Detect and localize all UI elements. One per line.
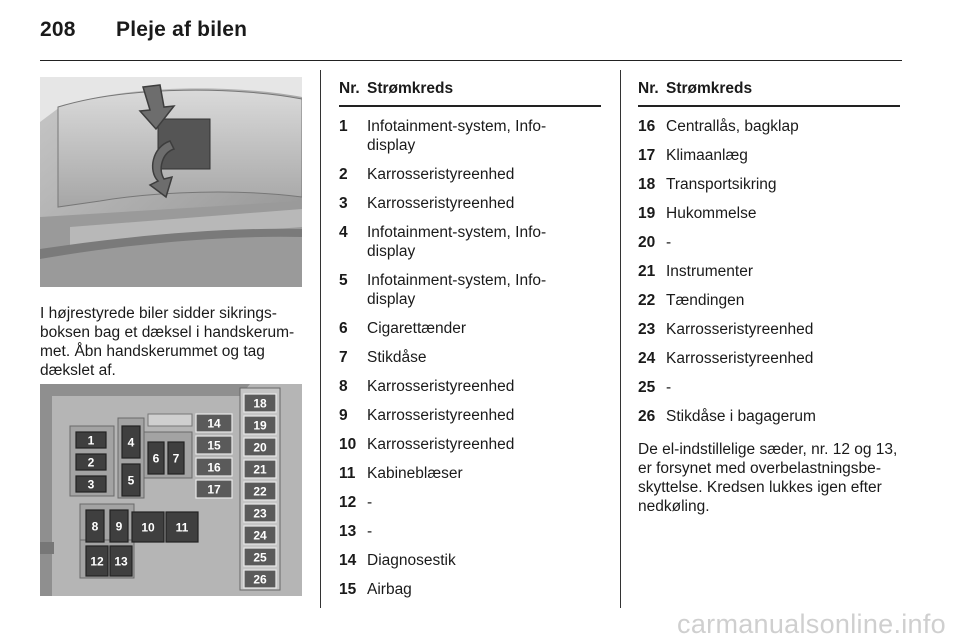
fuse-circuit: Stikdåse	[367, 349, 427, 366]
fuse-label: 16	[207, 460, 221, 475]
fuse-circuit: Karrosseristyreenhed	[367, 407, 515, 424]
fuse-number: 14	[339, 552, 357, 569]
fuse-circuit: Klimaanlæg	[666, 147, 748, 164]
fuse-circuit: Diagnosestik	[367, 552, 456, 569]
fuse-number: 19	[638, 205, 656, 222]
fuse-circuit: -	[367, 523, 373, 540]
fuse-number: 25	[638, 379, 656, 396]
table-row	[339, 493, 601, 512]
page-title: Pleje af bilen	[116, 18, 248, 41]
table-row	[339, 319, 601, 338]
fuse-label: 19	[253, 418, 267, 433]
fuse-number: 7	[339, 349, 348, 366]
column-circuit-header: Strømkreds	[666, 80, 753, 97]
column-nr-header: Nr.	[339, 80, 360, 97]
fuse-circuit: Karrosseristyreenhed	[367, 436, 515, 453]
column-circuit-header: Strømkreds	[367, 80, 454, 97]
page-header	[40, 18, 247, 42]
fuse-number: 22	[638, 292, 656, 309]
fuse-label: 5	[127, 473, 135, 488]
fuse-label: 4	[127, 435, 135, 450]
fuse-label: 7	[172, 451, 180, 466]
table-row	[339, 464, 601, 483]
column-divider-left	[320, 70, 321, 608]
fuse-circuit: Karrosseristyreenhed	[666, 350, 814, 367]
fuse-number: 21	[638, 263, 656, 280]
fusebox-diagram	[40, 384, 302, 596]
table-rows	[638, 117, 900, 426]
fuse-label: 2	[87, 455, 95, 470]
fuse-label: 23	[253, 506, 267, 521]
fuse-number: 26	[638, 408, 656, 425]
fuse-number: 16	[638, 118, 656, 135]
table-row	[339, 223, 601, 261]
fuse-circuit: Infotainment-system, Info- display	[367, 272, 547, 308]
fuse-label: 10	[141, 520, 155, 535]
table-row	[638, 407, 900, 426]
fuse-circuit: Tændingen	[666, 292, 745, 309]
fuse-circuit: Infotainment-system, Info- display	[367, 224, 547, 260]
fuse-circuit: Karrosseristyreenhed	[666, 321, 814, 338]
fuse-number: 4	[339, 224, 348, 241]
table-row	[339, 271, 601, 309]
fuse-label: 14	[207, 416, 221, 431]
table-row	[638, 378, 900, 397]
fuse-circuit: -	[666, 234, 672, 251]
fuse-circuit: Stikdåse i bagagerum	[666, 408, 816, 425]
fuse-number: 18	[638, 176, 656, 193]
table-row	[638, 146, 900, 165]
table-row	[638, 233, 900, 252]
fuse-number: 17	[638, 147, 656, 164]
table-row	[638, 291, 900, 310]
caption-text: I højrestyrede biler sidder sikringsboksen bag et dæksel i handskerummet. Åbn handskerummet og tag dækslet af.	[40, 305, 295, 379]
fuse-number: 2	[339, 166, 348, 183]
fuse-number: 13	[339, 523, 357, 540]
fuse-table-right	[638, 80, 900, 516]
table-row	[638, 349, 900, 368]
fuse-number: 8	[339, 378, 348, 395]
fuse-label: 17	[207, 482, 221, 497]
table-row	[638, 117, 900, 136]
fuse-number: 1	[339, 118, 348, 135]
table-row	[638, 204, 900, 223]
fuse-label: 9	[115, 519, 123, 534]
table-row	[339, 194, 601, 213]
fuse-number: 12	[339, 494, 357, 511]
fuse-circuit: Instrumenter	[666, 263, 754, 280]
table-row	[339, 165, 601, 184]
fuse-label: 13	[114, 554, 128, 569]
column-nr-header: Nr.	[638, 80, 659, 97]
fuse-number: 24	[638, 350, 656, 367]
fuse-label: 1	[87, 433, 95, 448]
header-rule	[40, 60, 902, 61]
fuse-circuit: Karrosseristyreenhed	[367, 378, 515, 395]
fuse-number: 15	[339, 581, 357, 598]
table-row	[638, 175, 900, 194]
fuse-circuit: -	[367, 494, 373, 511]
fuse-circuit: Karrosseristyreenhed	[367, 166, 515, 183]
fuse-label: 11	[175, 520, 189, 535]
table-row	[339, 348, 601, 367]
fuse-circuit: Centrallås, bagklap	[666, 118, 799, 135]
table-row	[638, 320, 900, 339]
fuse-circuit: Infotainment-system, Info- display	[367, 118, 547, 154]
fuse-number: 6	[339, 320, 348, 337]
fuse-label: 24	[253, 528, 267, 543]
overload-note: De el-indstillelige sæder, nr. 12 og 13, er forsynet med overbelastningsbeskyttelse. Kredsen lukkes igen efter nedkøling.	[638, 441, 898, 515]
table-row	[339, 377, 601, 396]
fuse-table-left	[339, 80, 601, 609]
table-header	[339, 80, 601, 107]
fuse-circuit: Transportsikring	[666, 176, 777, 193]
table-row	[339, 117, 601, 155]
fuse-circuit: Airbag	[367, 581, 412, 598]
table-row	[339, 580, 601, 599]
fuse-label: 21	[253, 462, 267, 477]
fuse-circuit: -	[666, 379, 672, 396]
fuse-label: 18	[253, 396, 267, 411]
fuse-number: 10	[339, 436, 357, 453]
fuse-number: 23	[638, 321, 656, 338]
fuse-number: 3	[339, 195, 348, 212]
fuse-label: 20	[253, 440, 267, 455]
fuse-label: 12	[90, 554, 104, 569]
fuse-label: 8	[91, 519, 99, 534]
fuse-circuit: Kabineblæser	[367, 465, 463, 482]
fuse-number: 11	[339, 465, 356, 482]
page-number: 208	[40, 18, 76, 41]
fuse-circuit: Cigarettænder	[367, 320, 467, 337]
table-header	[638, 80, 900, 107]
fuse-number: 9	[339, 407, 348, 424]
glovebox-photo	[40, 77, 302, 287]
fuse-number: 20	[638, 234, 656, 251]
watermark-text: carmanualsonline.info	[677, 609, 946, 639]
fuse-label: 26	[253, 572, 267, 587]
fuse-circuit: Hukommelse	[666, 205, 757, 222]
fuse-circuit: Karrosseristyreenhed	[367, 195, 515, 212]
fuse-label: 22	[253, 484, 267, 499]
table-row	[339, 522, 601, 541]
table-row	[339, 551, 601, 570]
column-divider-right	[620, 70, 621, 608]
table-row	[339, 406, 601, 425]
fuse-label: 3	[87, 477, 95, 492]
table-row	[638, 262, 900, 281]
table-row	[339, 435, 601, 454]
fuse-label: 6	[152, 451, 160, 466]
fuse-number: 5	[339, 272, 348, 289]
fuse-label: 15	[207, 438, 221, 453]
fuse-label: 25	[253, 550, 267, 565]
table-rows	[339, 117, 601, 599]
